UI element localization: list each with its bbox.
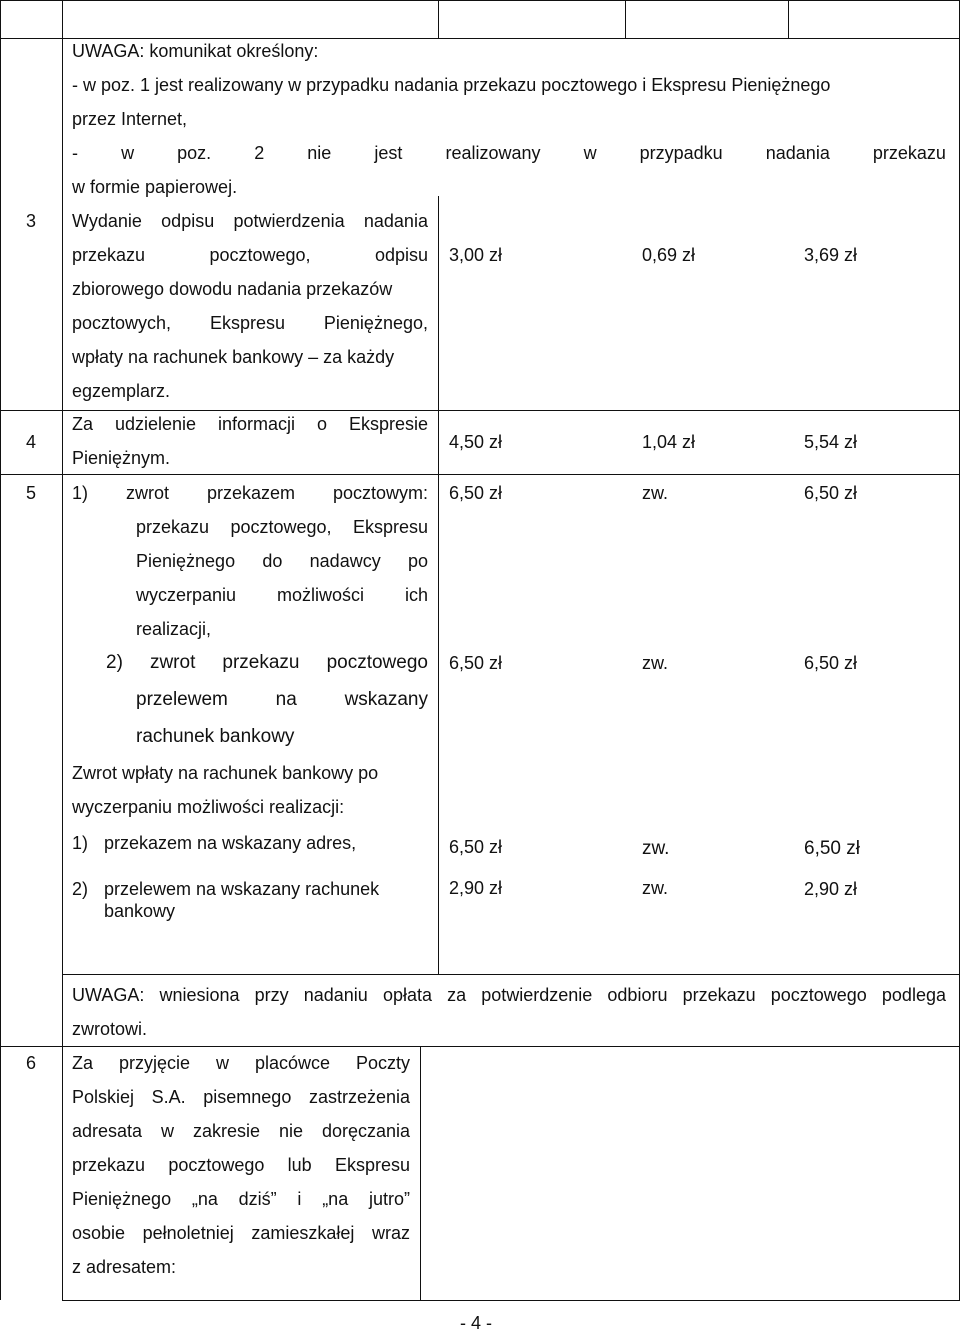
row5-option1-vat: zw. xyxy=(642,483,669,503)
word: poz. xyxy=(177,143,212,163)
word: Za xyxy=(72,414,94,434)
word: doręczania xyxy=(321,1121,410,1141)
row5-number: 5 xyxy=(26,483,37,503)
word: potwierdzenia xyxy=(233,211,345,231)
word: jest xyxy=(374,143,403,163)
word: zakresie xyxy=(192,1121,260,1141)
word: zastrzeżenia xyxy=(308,1087,410,1107)
word: w xyxy=(161,1121,175,1141)
word: potwierdzenie xyxy=(481,985,593,1005)
row5-refund2-label: bankowy xyxy=(104,901,176,921)
word: pocztowym: xyxy=(332,483,428,503)
word: zwrot xyxy=(125,483,169,503)
word: pocztowego, xyxy=(230,517,332,537)
word: odbioru xyxy=(607,985,668,1005)
row3-desc-line: egzemplarz. xyxy=(72,381,171,401)
word: pisemnego xyxy=(203,1087,292,1107)
word: pocztowego, xyxy=(209,245,311,265)
word: nadawcy xyxy=(309,551,381,571)
row4-desc-line xyxy=(72,413,428,435)
word: Polskiej xyxy=(72,1087,135,1107)
word: odpisu xyxy=(374,245,428,265)
word: przyjęcie xyxy=(118,1053,191,1073)
row5-option1-line: realizacji, xyxy=(136,619,212,639)
word: informacji xyxy=(217,414,296,434)
word: Pieniężnego xyxy=(136,551,236,571)
word: w xyxy=(583,143,597,163)
note1-line2: przez Internet, xyxy=(72,109,188,129)
word: przekazu xyxy=(72,1155,146,1175)
word: S.A. xyxy=(151,1087,186,1107)
note1-line4: w formie papierowej. xyxy=(72,177,238,197)
word: przekazu xyxy=(72,245,146,265)
row5-option2-gross-price: 6,50 zł xyxy=(804,653,858,673)
word: w xyxy=(215,1053,229,1073)
row5-option2-line xyxy=(106,652,428,674)
row5-option2-line xyxy=(136,689,428,711)
word: pocztowego xyxy=(168,1155,265,1175)
row5-refund1-label: przekazem na wskazany adres, xyxy=(104,833,357,853)
word: Ekspresu xyxy=(352,517,428,537)
word: nadania xyxy=(363,211,428,231)
row5-refund1-vat: zw. xyxy=(642,838,670,859)
word: - xyxy=(72,143,78,163)
word: w xyxy=(121,143,135,163)
note1-line3 xyxy=(72,142,946,164)
row4-vat: 1,04 zł xyxy=(642,432,696,452)
row4-gross-price: 5,54 zł xyxy=(804,432,858,452)
table-bottom-border xyxy=(62,1300,960,1301)
row5-option2-net-price: 6,50 zł xyxy=(449,653,503,673)
word: Pieniężnego, xyxy=(323,313,428,333)
description-column-border-low xyxy=(420,1046,421,1301)
page-number: - 4 - xyxy=(460,1313,493,1333)
word: Poczty xyxy=(355,1053,410,1073)
row4-desc-line: Pieniężnym. xyxy=(72,448,171,468)
header-row-bottom-border xyxy=(0,38,960,39)
word: wyczerpaniu xyxy=(136,585,237,605)
row6-number: 6 xyxy=(26,1053,37,1073)
word: za xyxy=(447,985,467,1005)
row6-desc-line xyxy=(72,1086,410,1108)
row5-refund2-vat: zw. xyxy=(642,878,669,898)
description-column-border xyxy=(438,0,439,39)
word: przekazu xyxy=(682,985,756,1005)
word: pocztowego xyxy=(770,985,867,1005)
word: „na xyxy=(322,1189,349,1209)
word: wskazany xyxy=(344,689,428,710)
word: opłata xyxy=(382,985,432,1005)
row6-desc-line xyxy=(72,1222,410,1244)
word: Ekspresu xyxy=(334,1155,410,1175)
row3-number: 3 xyxy=(26,211,37,231)
row5-option1-line xyxy=(72,482,428,504)
word: przekazu xyxy=(872,143,946,163)
word: adresata xyxy=(72,1121,143,1141)
row4-bottom-border xyxy=(0,474,960,475)
row5-refund1-gross-price: 6,50 zł xyxy=(804,838,860,859)
word: nadaniu xyxy=(303,985,368,1005)
word: podlega xyxy=(881,985,946,1005)
row3-gross-price: 3,69 zł xyxy=(804,245,858,265)
row6-desc-line xyxy=(72,1188,410,1210)
word: zamieszkałej xyxy=(251,1223,355,1243)
row5-refund2-net-price: 2,90 zł xyxy=(449,878,503,898)
word: i xyxy=(297,1189,302,1209)
word: nie xyxy=(307,143,332,163)
word: placówce xyxy=(254,1053,330,1073)
row5-option1-gross-price: 6,50 zł xyxy=(804,483,858,503)
word: przy xyxy=(254,985,289,1005)
word: Ekspresie xyxy=(348,414,428,434)
word: zwrot xyxy=(149,652,196,673)
note2-line2: zwrotowi. xyxy=(72,1019,148,1039)
row3-desc-line: zbiorowego dowodu nadania przekazów xyxy=(72,279,393,299)
word: pocztowych, xyxy=(72,313,172,333)
word: „na xyxy=(191,1189,218,1209)
row5-refund-heading-line: Zwrot wpłaty na rachunek bankowy po xyxy=(72,763,379,783)
word: udzielenie xyxy=(114,414,197,434)
word: lub xyxy=(287,1155,312,1175)
row6-desc-line xyxy=(72,1120,410,1142)
word: przekazu xyxy=(222,652,300,673)
row5-refund2-gross-price: 2,90 zł xyxy=(804,879,858,899)
word: nadania xyxy=(765,143,830,163)
word: 2 xyxy=(254,143,265,163)
word: dziś” xyxy=(238,1189,277,1209)
row6-desc-line: z adresatem: xyxy=(72,1257,177,1277)
row5-refund-heading-line: wyczerpaniu możliwości realizacji: xyxy=(72,797,345,817)
word: pocztowego xyxy=(326,652,428,673)
row4-number: 4 xyxy=(26,432,37,452)
row3-desc-line xyxy=(72,312,428,334)
note2-top-border xyxy=(62,974,960,975)
word: pełnoletniej xyxy=(142,1223,234,1243)
word: po xyxy=(407,551,428,571)
word: o xyxy=(316,414,327,434)
word: Wydanie xyxy=(72,211,142,231)
word: na xyxy=(275,689,297,710)
word: przekazu xyxy=(136,517,210,537)
word: 2) xyxy=(106,652,123,673)
row3-net-price: 3,00 zł xyxy=(449,245,503,265)
row3-desc-line xyxy=(72,210,428,232)
word: przekazem xyxy=(206,483,295,503)
note1-title: UWAGA: komunikat określony: xyxy=(72,41,319,61)
row5-refund2-number: 2) xyxy=(72,879,89,899)
word: Za xyxy=(72,1053,94,1073)
net-column-border xyxy=(625,0,626,39)
word: przypadku xyxy=(639,143,723,163)
note1-line1: - w poz. 1 jest realizowany w przypadku nadania przekazu pocztowego i Ekspresu Pieniężnego xyxy=(72,75,831,95)
description-column-border-mid xyxy=(438,196,439,975)
row5-option2-line: rachunek bankowy xyxy=(136,726,295,747)
row5-refund1-net-price: 6,50 zł xyxy=(449,837,503,857)
word: do xyxy=(262,551,283,571)
row3-vat: 0,69 zł xyxy=(642,245,696,265)
note2-line1 xyxy=(72,984,946,1006)
word: realizowany xyxy=(445,143,541,163)
word: możliwości xyxy=(277,585,365,605)
word: wraz xyxy=(371,1223,410,1243)
word: odpisu xyxy=(161,211,215,231)
table-left-border xyxy=(0,0,1,1300)
row6-desc-line xyxy=(72,1154,410,1176)
row3-desc-line xyxy=(72,244,428,266)
row5-option1-line xyxy=(136,550,428,572)
row5-option1-net-price: 6,50 zł xyxy=(449,483,503,503)
row5-refund1-number: 1) xyxy=(72,833,89,853)
word: UWAGA: xyxy=(72,985,145,1005)
row6-desc-line xyxy=(72,1052,410,1074)
word: Pieniężnego xyxy=(72,1189,172,1209)
table-top-border xyxy=(0,0,960,1)
row5-refund2-label: przelewem na wskazany rachunek xyxy=(104,879,380,899)
row5-option1-line xyxy=(136,584,428,606)
row5-option2-vat: zw. xyxy=(642,653,669,673)
row5-option1-line xyxy=(136,516,428,538)
word: przelewem xyxy=(136,689,228,710)
word: wniesiona xyxy=(159,985,240,1005)
word: ich xyxy=(404,585,428,605)
number-column-border xyxy=(62,0,63,1301)
row3-desc-line: wpłaty na rachunek bankowy – za każdy xyxy=(72,347,395,367)
vat-column-border xyxy=(788,0,789,39)
word: osobie xyxy=(72,1223,126,1243)
word: Ekspresu xyxy=(209,313,285,333)
row4-net-price: 4,50 zł xyxy=(449,432,503,452)
word: 1) xyxy=(72,483,89,503)
note2-bottom-border xyxy=(0,1046,960,1047)
word: nie xyxy=(278,1121,303,1141)
word: jutro” xyxy=(368,1189,410,1209)
row3-bottom-border xyxy=(0,410,960,411)
